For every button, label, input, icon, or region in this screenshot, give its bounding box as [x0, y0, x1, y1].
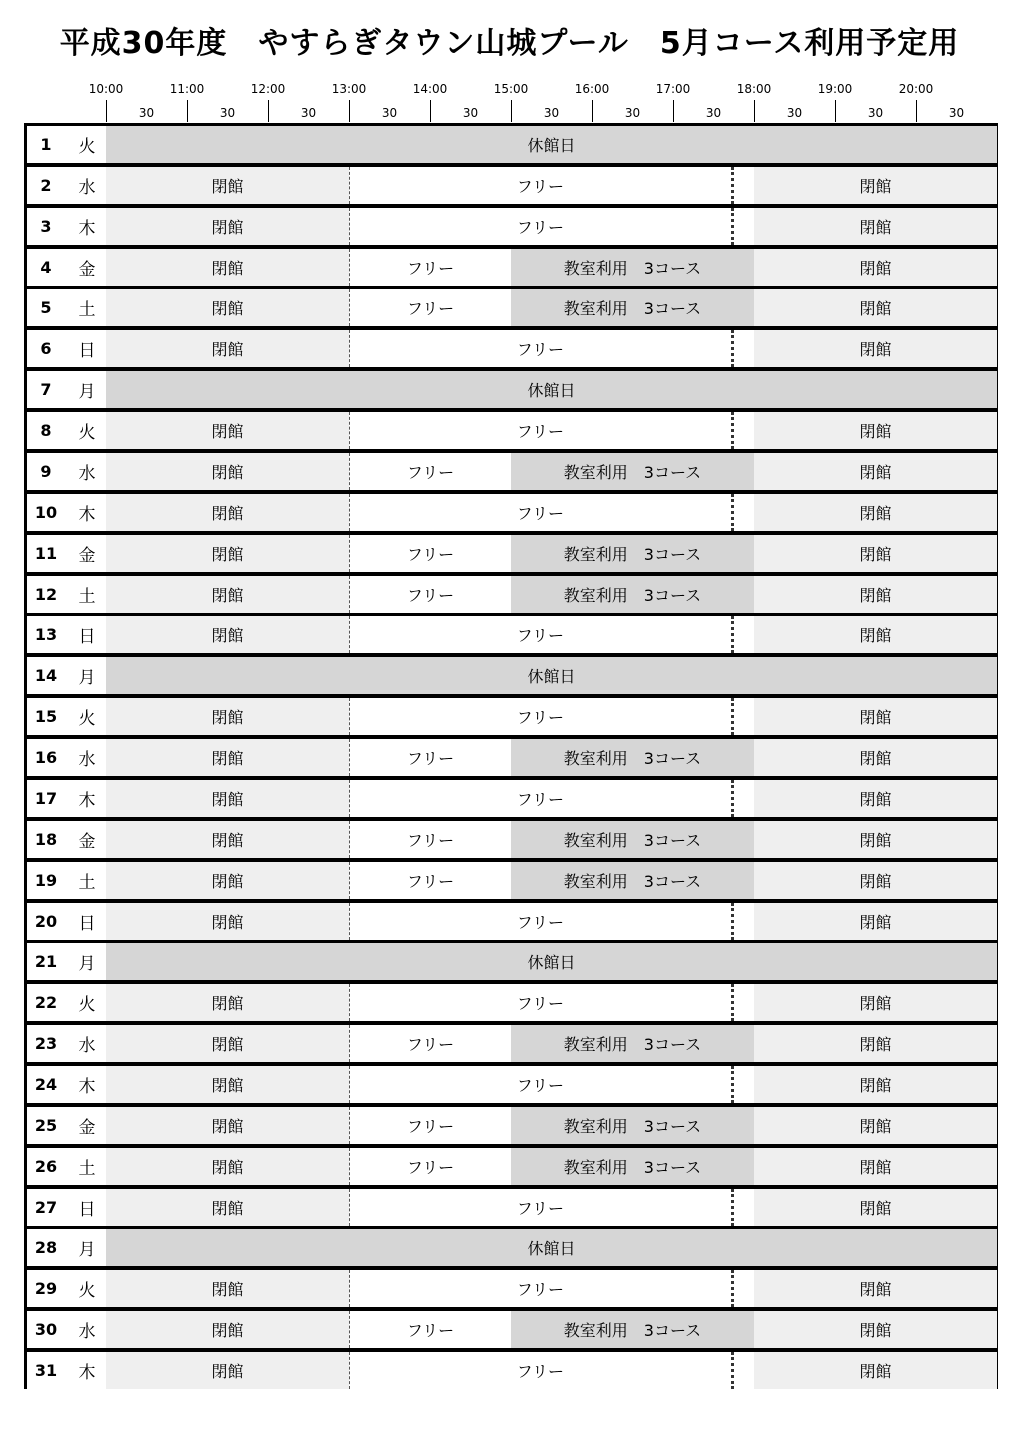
class-cell: 教室利用 3コース [511, 1311, 754, 1348]
closed-cell: 閉館 [106, 576, 349, 613]
table-row [27, 371, 995, 408]
closed-cell: 閉館 [106, 330, 349, 367]
table-row [27, 1229, 995, 1266]
closed-cell: 閉館 [754, 1352, 997, 1389]
closed-cell: 閉館 [106, 1025, 349, 1062]
table-row [27, 1025, 995, 1062]
holiday-cell: 休館日 [106, 1229, 997, 1266]
day-of-week: 日 [68, 330, 106, 367]
page-title: 平成30年度 やすらぎタウン山城プール 5月コース利用予定用 [59, 26, 960, 61]
day-of-week: 火 [68, 698, 106, 735]
closed-cell: 閉館 [754, 208, 997, 245]
closed-cell: 閉館 [106, 780, 349, 817]
closed-cell: 閉館 [106, 862, 349, 899]
table-row [27, 903, 995, 940]
closed-cell: 閉館 [754, 1189, 997, 1226]
closed-cell: 閉館 [106, 167, 349, 204]
table-row [27, 289, 995, 326]
table-row [27, 208, 995, 245]
table-row [27, 576, 995, 613]
day-number: 29 [27, 1270, 65, 1307]
table-row [27, 1148, 995, 1185]
closed-cell: 閉館 [754, 698, 997, 735]
free-gap-cell [734, 1189, 754, 1226]
table-row [27, 330, 995, 367]
table-row [27, 1352, 995, 1389]
day-of-week: 日 [68, 1189, 106, 1226]
day-number: 3 [27, 208, 65, 245]
hour-tick [268, 100, 269, 122]
free-gap-cell [734, 167, 754, 204]
hour-label: 10:00 [88, 82, 124, 96]
day-number: 27 [27, 1189, 65, 1226]
free-gap-cell [734, 208, 754, 245]
hour-label: 18:00 [736, 82, 772, 96]
day-of-week: 木 [68, 208, 106, 245]
free-cell: フリー [349, 576, 511, 613]
day-of-week: 金 [68, 249, 106, 286]
day-of-week: 月 [68, 657, 106, 694]
table-row [27, 984, 995, 1021]
free-cell: フリー [349, 494, 734, 531]
class-cell: 教室利用 3コース [511, 862, 754, 899]
half-hour-label: 30 [219, 106, 236, 120]
day-number: 18 [27, 821, 65, 858]
free-cell: フリー [349, 167, 734, 204]
closed-cell: 閉館 [106, 249, 349, 286]
hour-tick [754, 100, 755, 122]
free-gap-cell [734, 780, 754, 817]
table-row [27, 616, 995, 653]
day-number: 26 [27, 1148, 65, 1185]
closed-cell: 閉館 [106, 821, 349, 858]
day-number: 25 [27, 1107, 65, 1144]
hour-label: 14:00 [412, 82, 448, 96]
class-cell: 教室利用 3コース [511, 453, 754, 490]
free-cell: フリー [349, 453, 511, 490]
day-number: 24 [27, 1066, 65, 1103]
holiday-cell: 休館日 [106, 126, 997, 163]
table-row [27, 739, 995, 776]
closed-cell: 閉館 [106, 698, 349, 735]
hour-label: 13:00 [331, 82, 367, 96]
closed-cell: 閉館 [754, 249, 997, 286]
closed-cell: 閉館 [106, 984, 349, 1021]
free-cell: フリー [349, 412, 734, 449]
free-gap-cell [734, 698, 754, 735]
hour-tick [106, 100, 107, 122]
table-row [27, 494, 995, 531]
day-number: 5 [27, 289, 65, 326]
closed-cell: 閉館 [106, 739, 349, 776]
free-cell: フリー [349, 616, 734, 653]
free-gap-cell [734, 330, 754, 367]
free-cell: フリー [349, 1189, 734, 1226]
day-of-week: 水 [68, 739, 106, 776]
closed-cell: 閉館 [754, 1270, 997, 1307]
free-cell: フリー [349, 1311, 511, 1348]
day-of-week: 金 [68, 821, 106, 858]
class-cell: 教室利用 3コース [511, 289, 754, 326]
day-of-week: 水 [68, 1025, 106, 1062]
half-hour-label: 30 [867, 106, 884, 120]
free-cell: フリー [349, 821, 511, 858]
day-of-week: 火 [68, 1270, 106, 1307]
day-number: 8 [27, 412, 65, 449]
day-number: 4 [27, 249, 65, 286]
half-hour-label: 30 [948, 106, 965, 120]
day-of-week: 土 [68, 289, 106, 326]
table-row [27, 821, 995, 858]
closed-cell: 閉館 [754, 412, 997, 449]
day-number: 13 [27, 616, 65, 653]
half-hour-label: 30 [786, 106, 803, 120]
hour-label: 16:00 [574, 82, 610, 96]
class-cell: 教室利用 3コース [511, 1025, 754, 1062]
day-number: 14 [27, 657, 65, 694]
half-hour-label: 30 [138, 106, 155, 120]
table-row [27, 1311, 995, 1348]
closed-cell: 閉館 [754, 903, 997, 940]
schedule-table [24, 123, 998, 1389]
closed-cell: 閉館 [754, 862, 997, 899]
day-number: 28 [27, 1229, 65, 1266]
class-cell: 教室利用 3コース [511, 249, 754, 286]
table-row [27, 1107, 995, 1144]
day-of-week: 木 [68, 780, 106, 817]
day-of-week: 土 [68, 1148, 106, 1185]
day-of-week: 火 [68, 126, 106, 163]
table-row [27, 698, 995, 735]
table-row [27, 943, 995, 980]
day-number: 23 [27, 1025, 65, 1062]
holiday-cell: 休館日 [106, 371, 997, 408]
closed-cell: 閉館 [106, 535, 349, 572]
closed-cell: 閉館 [754, 1066, 997, 1103]
free-cell: フリー [349, 1107, 511, 1144]
free-gap-cell [734, 1352, 754, 1389]
day-of-week: 土 [68, 576, 106, 613]
half-hour-label: 30 [300, 106, 317, 120]
free-cell: フリー [349, 535, 511, 572]
table-row [27, 862, 995, 899]
closed-cell: 閉館 [106, 412, 349, 449]
closed-cell: 閉館 [754, 1107, 997, 1144]
closed-cell: 閉館 [106, 1107, 349, 1144]
holiday-cell: 休館日 [106, 943, 997, 980]
closed-cell: 閉館 [106, 453, 349, 490]
hour-tick [349, 100, 350, 122]
free-cell: フリー [349, 862, 511, 899]
day-of-week: 水 [68, 167, 106, 204]
table-row [27, 657, 995, 694]
day-number: 21 [27, 943, 65, 980]
hour-tick [511, 100, 512, 122]
day-number: 17 [27, 780, 65, 817]
hour-tick [916, 100, 917, 122]
day-number: 20 [27, 903, 65, 940]
day-number: 22 [27, 984, 65, 1021]
closed-cell: 閉館 [106, 494, 349, 531]
day-of-week: 水 [68, 453, 106, 490]
day-of-week: 金 [68, 535, 106, 572]
day-number: 7 [27, 371, 65, 408]
half-hour-label: 30 [381, 106, 398, 120]
hour-label: 19:00 [817, 82, 853, 96]
class-cell: 教室利用 3コース [511, 739, 754, 776]
free-cell: フリー [349, 698, 734, 735]
day-of-week: 土 [68, 862, 106, 899]
half-hour-label: 30 [543, 106, 560, 120]
table-row [27, 535, 995, 572]
closed-cell: 閉館 [106, 208, 349, 245]
closed-cell: 閉館 [754, 1148, 997, 1185]
day-number: 1 [27, 126, 65, 163]
closed-cell: 閉館 [754, 453, 997, 490]
free-cell: フリー [349, 208, 734, 245]
free-gap-cell [734, 1066, 754, 1103]
half-hour-label: 30 [462, 106, 479, 120]
closed-cell: 閉館 [754, 535, 997, 572]
free-cell: フリー [349, 903, 734, 940]
hour-label: 15:00 [493, 82, 529, 96]
free-cell: フリー [349, 739, 511, 776]
day-number: 10 [27, 494, 65, 531]
day-number: 15 [27, 698, 65, 735]
free-cell: フリー [349, 780, 734, 817]
hour-tick [592, 100, 593, 122]
half-hour-label: 30 [624, 106, 641, 120]
closed-cell: 閉館 [106, 1066, 349, 1103]
day-of-week: 木 [68, 494, 106, 531]
closed-cell: 閉館 [106, 1270, 349, 1307]
table-row [27, 453, 995, 490]
hour-tick [673, 100, 674, 122]
day-of-week: 月 [68, 943, 106, 980]
free-cell: フリー [349, 984, 734, 1021]
table-row [27, 1066, 995, 1103]
day-number: 19 [27, 862, 65, 899]
day-number: 6 [27, 330, 65, 367]
closed-cell: 閉館 [754, 739, 997, 776]
day-of-week: 木 [68, 1352, 106, 1389]
free-gap-cell [734, 616, 754, 653]
holiday-cell: 休館日 [106, 657, 997, 694]
day-of-week: 日 [68, 903, 106, 940]
table-row [27, 1270, 995, 1307]
free-cell: フリー [349, 1025, 511, 1062]
free-gap-cell [734, 1270, 754, 1307]
closed-cell: 閉館 [754, 576, 997, 613]
free-cell: フリー [349, 1352, 734, 1389]
closed-cell: 閉館 [106, 289, 349, 326]
free-gap-cell [734, 903, 754, 940]
closed-cell: 閉館 [106, 1148, 349, 1185]
closed-cell: 閉館 [754, 1311, 997, 1348]
closed-cell: 閉館 [754, 289, 997, 326]
closed-cell: 閉館 [754, 821, 997, 858]
free-gap-cell [734, 412, 754, 449]
day-number: 30 [27, 1311, 65, 1348]
day-of-week: 金 [68, 1107, 106, 1144]
free-cell: フリー [349, 330, 734, 367]
day-of-week: 火 [68, 984, 106, 1021]
day-of-week: 月 [68, 1229, 106, 1266]
day-number: 9 [27, 453, 65, 490]
free-cell: フリー [349, 1148, 511, 1185]
class-cell: 教室利用 3コース [511, 576, 754, 613]
day-of-week: 月 [68, 371, 106, 408]
day-number: 31 [27, 1352, 65, 1389]
day-number: 2 [27, 167, 65, 204]
day-number: 12 [27, 576, 65, 613]
closed-cell: 閉館 [106, 616, 349, 653]
table-row [27, 780, 995, 817]
half-hour-label: 30 [705, 106, 722, 120]
closed-cell: 閉館 [754, 494, 997, 531]
hour-label: 12:00 [250, 82, 286, 96]
day-of-week: 水 [68, 1311, 106, 1348]
table-row [27, 126, 995, 163]
closed-cell: 閉館 [106, 1311, 349, 1348]
free-cell: フリー [349, 1066, 734, 1103]
free-cell: フリー [349, 289, 511, 326]
hour-tick [835, 100, 836, 122]
class-cell: 教室利用 3コース [511, 1148, 754, 1185]
closed-cell: 閉館 [106, 903, 349, 940]
time-header [0, 80, 1019, 124]
closed-cell: 閉館 [106, 1352, 349, 1389]
table-row [27, 1189, 995, 1226]
table-row [27, 412, 995, 449]
day-of-week: 木 [68, 1066, 106, 1103]
free-gap-cell [734, 984, 754, 1021]
closed-cell: 閉館 [106, 1189, 349, 1226]
free-cell: フリー [349, 1270, 734, 1307]
class-cell: 教室利用 3コース [511, 1107, 754, 1144]
closed-cell: 閉館 [754, 616, 997, 653]
table-row [27, 249, 995, 286]
day-of-week: 日 [68, 616, 106, 653]
day-number: 16 [27, 739, 65, 776]
class-cell: 教室利用 3コース [511, 535, 754, 572]
closed-cell: 閉館 [754, 330, 997, 367]
hour-tick [187, 100, 188, 122]
hour-tick [430, 100, 431, 122]
hour-label: 17:00 [655, 82, 691, 96]
closed-cell: 閉館 [754, 1025, 997, 1062]
closed-cell: 閉館 [754, 167, 997, 204]
closed-cell: 閉館 [754, 780, 997, 817]
class-cell: 教室利用 3コース [511, 821, 754, 858]
free-gap-cell [734, 494, 754, 531]
free-cell: フリー [349, 249, 511, 286]
table-row [27, 167, 995, 204]
closed-cell: 閉館 [754, 984, 997, 1021]
hour-label: 20:00 [898, 82, 934, 96]
day-number: 11 [27, 535, 65, 572]
day-of-week: 火 [68, 412, 106, 449]
hour-label: 11:00 [169, 82, 205, 96]
